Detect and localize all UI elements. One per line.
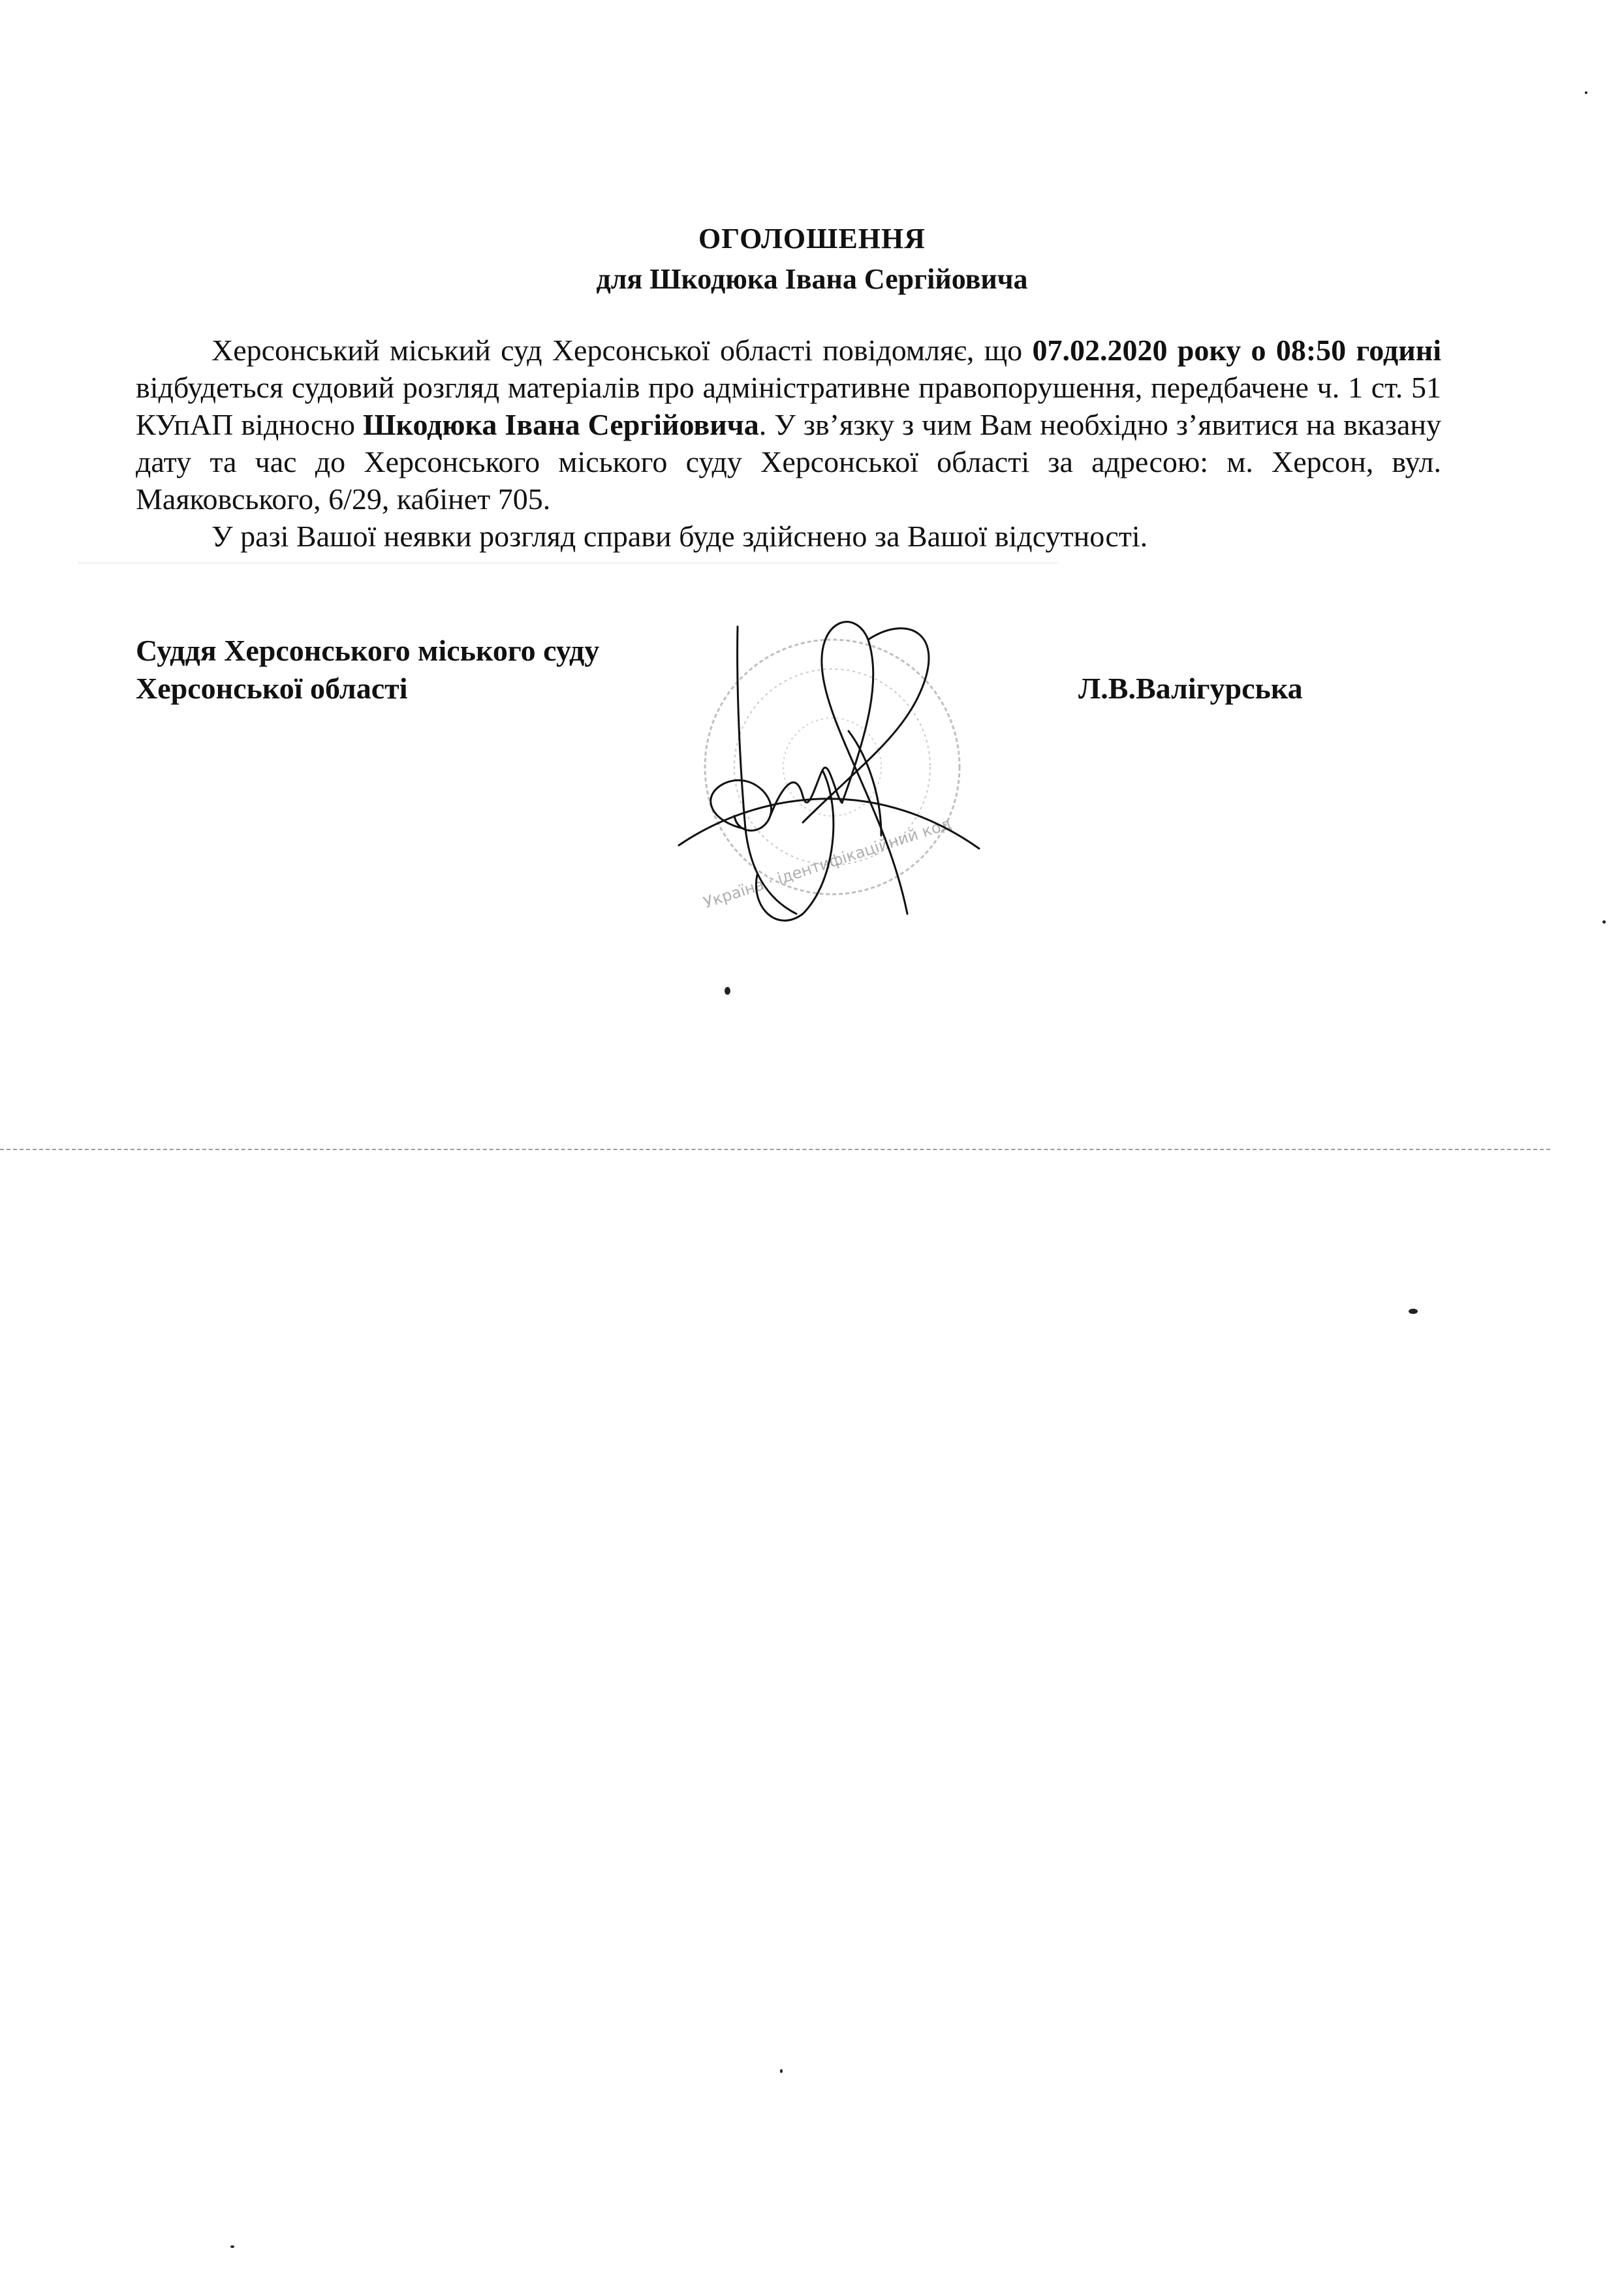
paragraph-notice — [136, 332, 1441, 518]
scan-speck — [1602, 920, 1606, 924]
paragraph-text: Херсонський міський суд Херсонської області повідомляє, що — [211, 334, 1033, 367]
scan-speck — [1585, 91, 1587, 94]
paragraph-text: . У зв’язку з чим Вам необхідно з’явитися на вказану дату та час до Херсонського міського суду Херсонської області за адресою: м. Херсон, вул. Маяковського, 6/29, кабінет 705. — [136, 408, 1441, 516]
scan-speck — [230, 2245, 234, 2248]
hearing-datetime: 07.02.2020 року о 08:50 годині — [1032, 334, 1441, 367]
document-title: ОГОЛОШЕННЯ — [698, 223, 926, 255]
paragraph-text: відбудеться судовий розгляд матеріалів про адміністративне правопорушення, передбачене ч. 1 ст. 51 КУпАП відносно — [136, 371, 1441, 441]
signature-position — [136, 632, 599, 708]
signature-position-line1: Суддя Херсонського міського суду — [136, 634, 600, 667]
handwritten-signature — [679, 622, 979, 921]
scan-speck — [780, 2069, 783, 2073]
signature-name: Л.В.Валігурська — [1078, 672, 1303, 705]
paragraph-absence: У разі Вашої неявки розгляд справи буде здійснено за Вашої відсутності. — [211, 520, 1148, 553]
seal-stamp-text: Україна · ідентифікаційний код — [701, 814, 954, 913]
signature-position-line2: Херсонської області — [136, 672, 408, 705]
scan-speck — [1409, 1309, 1418, 1314]
scan-speck — [725, 987, 730, 995]
document-subtitle: для Шкодюка Івана Сергійовича — [596, 263, 1028, 295]
scan-fold-line — [0, 1149, 1550, 1150]
person-name: Шкодюка Івана Сергійовича — [363, 408, 759, 441]
stamp-and-signature — [672, 601, 1012, 940]
document-body — [136, 332, 1441, 555]
